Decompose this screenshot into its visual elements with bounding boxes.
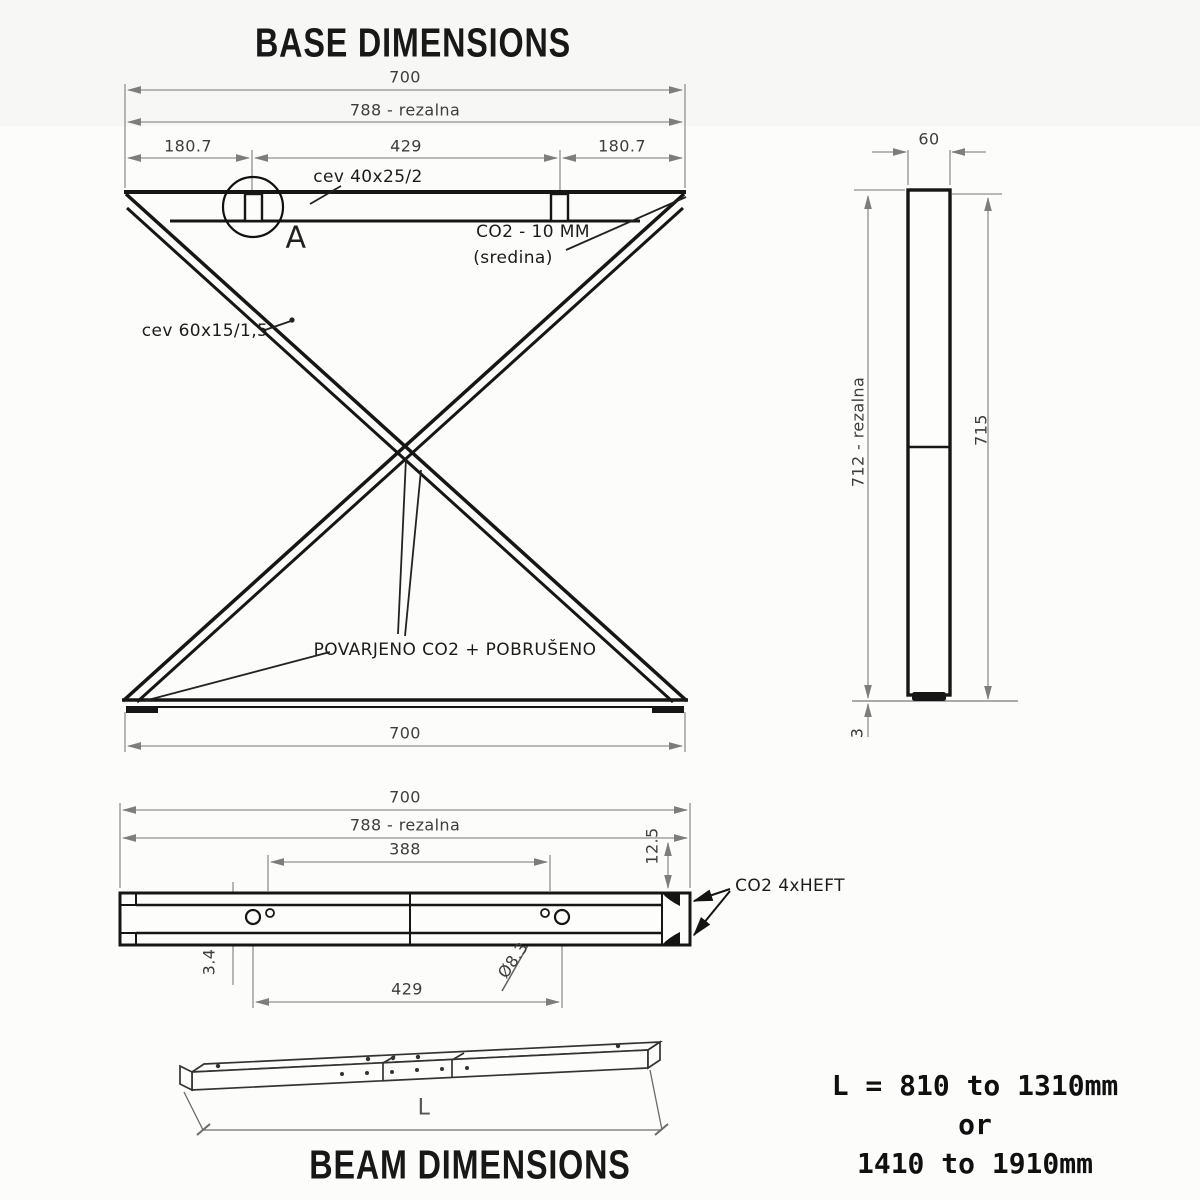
weld-note-co2-line1: CO2 - 10 MM: [476, 222, 590, 242]
weld-note-co2-line2: (sredina): [473, 248, 553, 268]
label-top-tube: cev 40x25/2: [313, 167, 423, 187]
dim-beam-cut-length: 788 - rezalna: [349, 815, 461, 835]
detail-a-label: A: [285, 220, 307, 256]
dim-beam-overall: 700: [389, 787, 421, 807]
length-range-line3: 1410 to 1910mm: [856, 1147, 1093, 1180]
right-foot: [652, 706, 684, 713]
dim-beam-inner-span: 388: [389, 839, 421, 859]
label-beam-weld: CO2 4xHEFT: [735, 876, 845, 896]
dim-side-depth: 60: [918, 129, 940, 149]
dim-base-overall-top: 700: [389, 67, 421, 87]
dim-side-plate: 3: [847, 727, 867, 739]
dim-side-cut-length: 712 - rezalna: [848, 376, 868, 488]
base-side-drawing: [852, 150, 1018, 737]
dim-base-overall-bottom: 700: [389, 723, 421, 743]
length-range-line1: L = 810 to 1310mm: [831, 1069, 1119, 1102]
left-foot: [126, 706, 158, 713]
beam-dimensions-title: BEAM DIMENSIONS: [309, 1142, 631, 1189]
dim-beam-small-offset: 3.4: [199, 948, 219, 976]
dim-base-center-span: 429: [390, 136, 422, 156]
dim-base-left-offset: 180.7: [164, 136, 212, 156]
label-leg-tube: cev 60x15/1,5: [141, 321, 269, 341]
beam-iso-drawing: [180, 1042, 668, 1135]
length-range-note: [800, 1066, 1150, 1183]
dim-beam-end-offset: 12.5: [642, 827, 662, 865]
dim-base-cut-length: 788 - rezalna: [349, 100, 461, 120]
weld-note-bottom: POVARJENO CO2 + POBRUŠENO: [313, 640, 597, 660]
beam-length-label: L: [417, 1095, 431, 1121]
label-hole-diameter: Ø8.3: [493, 938, 533, 982]
dim-side-height: 715: [971, 414, 991, 446]
length-range-line2: or: [958, 1108, 992, 1141]
dim-beam-hole-spacing: 429: [391, 979, 423, 999]
dim-base-right-offset: 180.7: [598, 136, 646, 156]
base-dimensions-title: BASE DIMENSIONS: [254, 20, 572, 67]
side-foot: [912, 692, 946, 701]
